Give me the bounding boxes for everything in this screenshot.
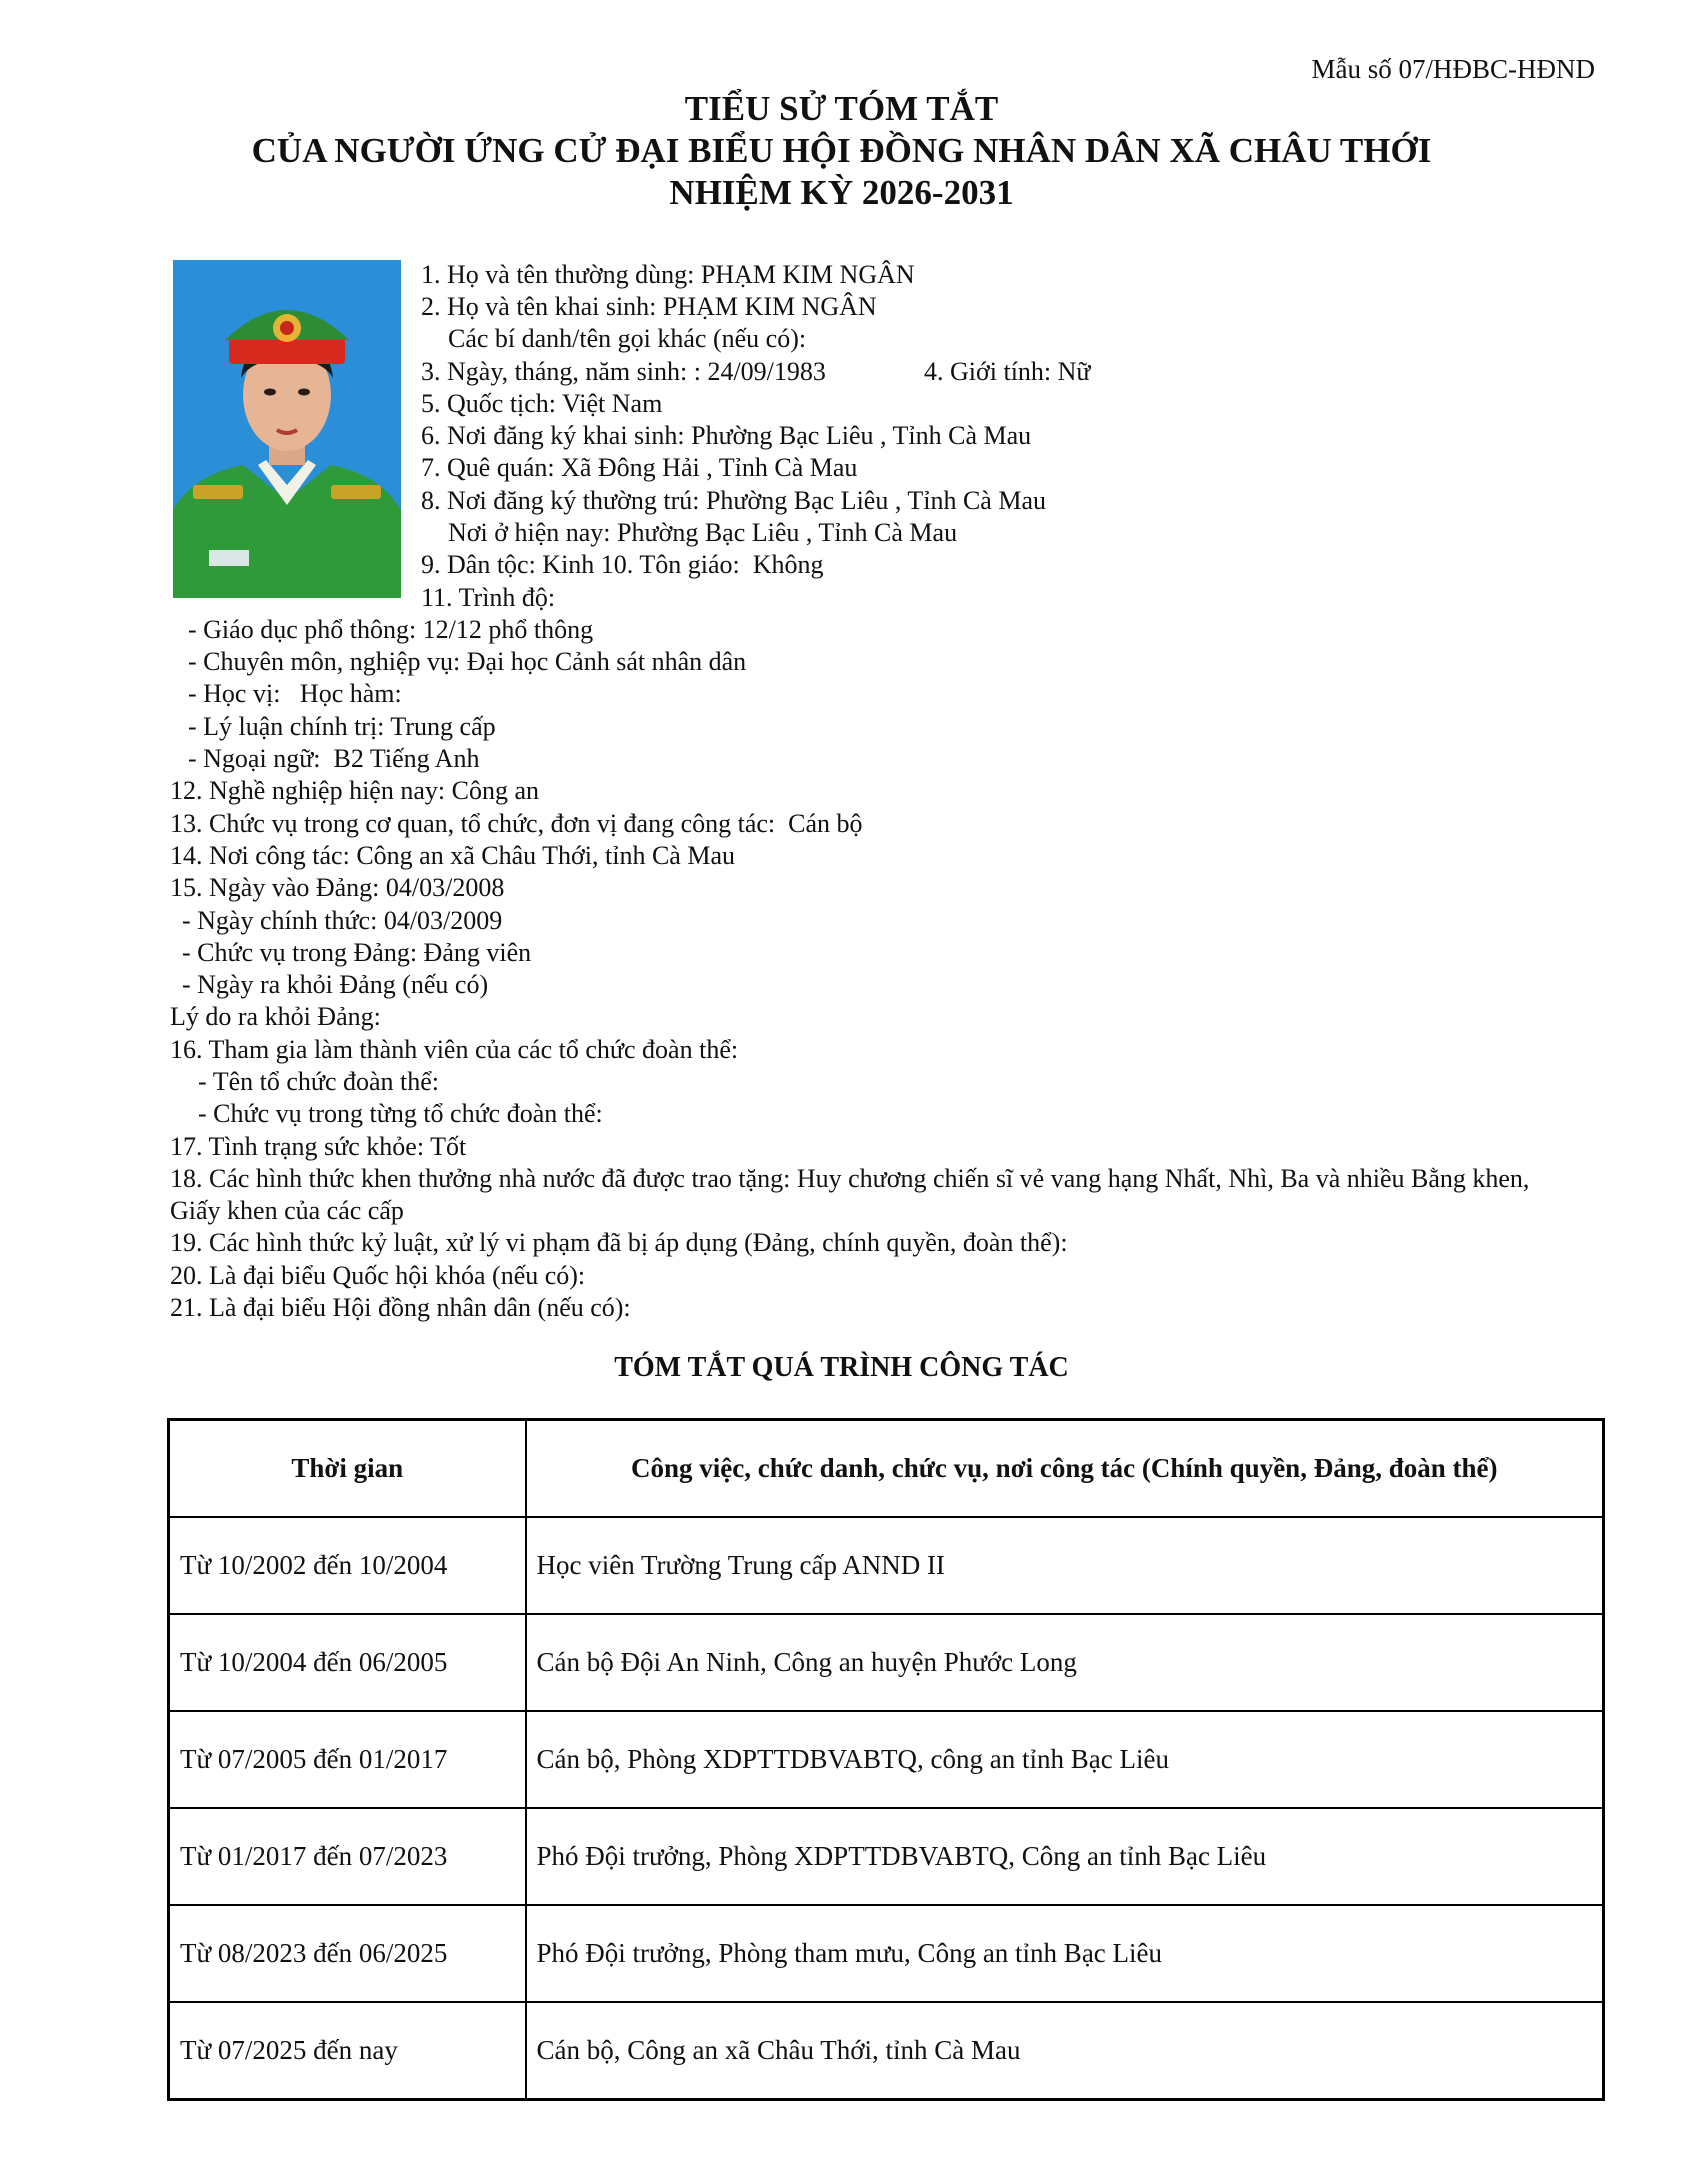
title-line-1: TIỂU SỬ TÓM TẮT xyxy=(684,89,999,128)
cell-time: Từ 10/2002 đến 10/2004 xyxy=(169,1517,526,1614)
detail-awards-continued: Giấy khen của các cấp xyxy=(170,1196,404,1225)
work-history-table xyxy=(167,1418,1605,2101)
portrait-photo xyxy=(173,260,401,598)
detail-organization-role: - Chức vụ trong từng tổ chức đoàn thể: xyxy=(198,1099,603,1128)
detail-party-exit-date: - Ngày ra khỏi Đảng (nếu có) xyxy=(182,970,489,999)
detail-birth-registration: 6. Nơi đăng ký khai sinh: Phường Bạc Liêu , Tỉnh Cà Mau xyxy=(421,421,1032,450)
detail-party-admission: 15. Ngày vào Đảng: 04/03/2008 xyxy=(170,873,505,902)
detail-aliases: Các bí danh/tên gọi khác (nếu có): xyxy=(448,324,807,353)
table-row xyxy=(169,2002,1604,2100)
table-row xyxy=(169,1711,1604,1808)
detail-birth-name: 2. Họ và tên khai sinh: PHẠM KIM NGÂN xyxy=(421,292,877,321)
detail-degree: - Học vị: Học hàm: xyxy=(188,679,402,708)
detail-current-residence: Nơi ở hiện nay: Phường Bạc Liêu , Tỉnh Cà Mau xyxy=(448,518,958,547)
detail-workplace: 14. Nơi công tác: Công an xã Châu Thới, tỉnh Cà Mau xyxy=(170,841,735,870)
title-line-2: CỦA NGƯỜI ỨNG CỬ ĐẠI BIỂU HỘI ĐỒNG NHÂN DÂN XÃ CHÂU THỚI xyxy=(251,131,1432,170)
column-header-time: Thời gian xyxy=(169,1420,526,1518)
table-row xyxy=(169,1614,1604,1711)
detail-education-heading: 11. Trình độ: xyxy=(421,583,556,612)
cell-time: Từ 07/2025 đến nay xyxy=(169,2002,526,2100)
detail-awards: 18. Các hình thức khen thưởng nhà nước đã được trao tặng: Huy chương chiến sĩ vẻ vang hạng Nhất, Nhì, Ba và nhiều Bằng khen, xyxy=(170,1164,1530,1193)
column-header-description: Công việc, chức danh, chức vụ, nơi công tác (Chính quyền, Đảng, đoàn thể) xyxy=(526,1420,1604,1518)
detail-organization-name: - Tên tổ chức đoàn thể: xyxy=(198,1067,440,1096)
detail-occupation: 12. Nghề nghiệp hiện nay: Công an xyxy=(170,776,539,805)
detail-party-official: - Ngày chính thức: 04/03/2009 xyxy=(182,906,503,935)
detail-peoples-council: 21. Là đại biểu Hội đồng nhân dân (nếu có): xyxy=(170,1293,631,1322)
title-line-3: NHIỆM KỲ 2026-2031 xyxy=(669,173,1014,212)
cell-description: Cán bộ Đội An Ninh, Công an huyện Phước Long xyxy=(526,1614,1604,1711)
cell-time: Từ 07/2005 đến 01/2017 xyxy=(169,1711,526,1808)
table-row xyxy=(169,1808,1604,1905)
detail-ethnicity-religion: 9. Dân tộc: Kinh 10. Tôn giáo: Không xyxy=(421,550,824,579)
cell-description: Học viên Trường Trung cấp ANND II xyxy=(526,1517,1604,1614)
cell-time: Từ 01/2017 đến 07/2023 xyxy=(169,1808,526,1905)
table-row xyxy=(169,1905,1604,2002)
detail-general-education: - Giáo dục phổ thông: 12/12 phổ thông xyxy=(188,615,594,644)
cell-description: Phó Đội trưởng, Phòng XDPTTDBVABTQ, Công an tỉnh Bạc Liêu xyxy=(526,1808,1604,1905)
detail-birth-date: 3. Ngày, tháng, năm sinh: : 24/09/1983 xyxy=(421,357,826,386)
cell-description: Cán bộ, Công an xã Châu Thới, tỉnh Cà Mau xyxy=(526,2002,1604,2100)
detail-discipline: 19. Các hình thức kỷ luật, xử lý vi phạm đã bị áp dụng (Đảng, chính quyền, đoàn thể): xyxy=(170,1228,1068,1257)
detail-common-name: 1. Họ và tên thường dùng: PHẠM KIM NGÂN xyxy=(421,260,915,289)
detail-gender: 4. Giới tính: Nữ xyxy=(924,357,1091,386)
detail-permanent-residence: 8. Nơi đăng ký thường trú: Phường Bạc Liêu , Tỉnh Cà Mau xyxy=(421,486,1047,515)
cell-time: Từ 10/2004 đến 06/2005 xyxy=(169,1614,526,1711)
detail-foreign-language: - Ngoại ngữ: B2 Tiếng Anh xyxy=(188,744,480,773)
detail-party-exit-reason: Lý do ra khỏi Đảng: xyxy=(170,1002,381,1031)
cell-description: Phó Đội trưởng, Phòng tham mưu, Công an tỉnh Bạc Liêu xyxy=(526,1905,1604,2002)
document-title xyxy=(0,88,1683,214)
detail-organizations: 16. Tham gia làm thành viên của các tổ chức đoàn thể: xyxy=(170,1035,739,1064)
detail-nationality: 5. Quốc tịch: Việt Nam xyxy=(421,389,663,418)
form-number: Mẫu số 07/HĐBC-HĐND xyxy=(1311,54,1595,84)
detail-position: 13. Chức vụ trong cơ quan, tổ chức, đơn vị đang công tác: Cán bộ xyxy=(170,809,863,838)
detail-political-theory: - Lý luận chính trị: Trung cấp xyxy=(188,712,496,741)
detail-hometown: 7. Quê quán: Xã Đông Hải , Tỉnh Cà Mau xyxy=(421,453,858,482)
detail-health: 17. Tình trạng sức khỏe: Tốt xyxy=(170,1132,467,1161)
detail-national-assembly: 20. Là đại biểu Quốc hội khóa (nếu có): xyxy=(170,1261,586,1290)
cell-time: Từ 08/2023 đến 06/2025 xyxy=(169,1905,526,2002)
cell-description: Cán bộ, Phòng XDPTTDBVABTQ, công an tỉnh Bạc Liêu xyxy=(526,1711,1604,1808)
table-header-row xyxy=(169,1420,1604,1518)
detail-party-role: - Chức vụ trong Đảng: Đảng viên xyxy=(182,938,532,967)
table-row xyxy=(169,1517,1604,1614)
work-history-title: TÓM TẮT QUÁ TRÌNH CÔNG TÁC xyxy=(614,1352,1069,1383)
detail-specialty: - Chuyên môn, nghiệp vụ: Đại học Cảnh sát nhân dân xyxy=(188,647,747,676)
